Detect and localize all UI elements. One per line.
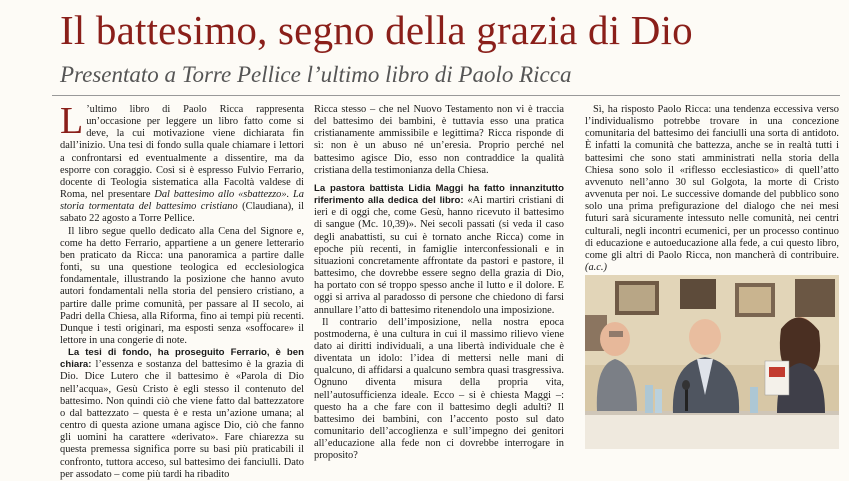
book-title: Dal battesimo allo «sbattezzo». La storia tormentata del battesimo cristiano [60, 189, 304, 213]
paragraph: Ricca stesso – che nel Nuovo Testamento non vi è traccia del battesimo dei bambini, è tuttavia esso una pratica cristianamente ammissibile e legittima? Ricca risponde di sì: non è un abuso né un’eresia. Proprio perché nel battesimo agisce Dio, esso non contraddice la qualità cristiana della testimonianza della Chiesa. [314, 104, 564, 176]
paragraph [314, 183, 564, 317]
paragraph-text: (Claudiana), il sabato 22 agosto a Torre Pellice. [60, 201, 304, 225]
column-1 [60, 100, 304, 481]
paragraph [585, 104, 839, 274]
paragraph-text: «Ai martiri cristiani di ieri e di oggi che, come Gesù, hanno ricevuto il battesimo di sangue (Mc. 10,39)». Nei secoli passati (si veda il caso degli anabattisti, su cui è tornato anche Ricca) come in epoche più recenti, in famiglie interconfessionali e in situazioni concretamente affrontate da pastori e pastore, il battesimo, che dovrebbe essere segno della grazia di Dio, ha portato con sé troppo spesso anche il lutto e il dolore. E oggi si arriva al paradosso di persone che chiedono di farsi annullare l’atto di battesimo ritenendolo una imposizione. [314, 195, 564, 316]
lead-in: La pastora battista Lidia Maggi ha fatto innanzitutto riferimento alla dedica del libro: [314, 182, 564, 207]
divider [52, 95, 840, 96]
paragraph [60, 100, 304, 226]
lead-in: La tesi di fondo, ha proseguito Ferrario, è ben chiara: [60, 347, 304, 371]
paragraph: Il contrario dell’imposizione, nella nostra epoca postmoderna, è una cultura in cui il massimo rilievo viene dato ai diritti individuali, a una libertà individuale che è diventata un idolo: l’idea di mettersi nelle mani di qualcuno, di affidarsi a qualcuno sembra quasi trasgressiva. Ognuno diventa misura della propria vita, nell’autosufficienza ideale. Ecco – si è chiesta Maggi –: questo ha a che fare con il battesimo degli adulti? Il battesimo dei bambini, con l’accento posto sul dato comunitario dell’accoglienza e sull’impegno dei genitori all’educazione alla fede non ci dovrebbe interrogare in proposito? [314, 316, 564, 462]
author-signature: (a.c.) [585, 262, 607, 274]
paragraph-text: Sì, ha risposto Paolo Ricca: una tendenza eccessiva verso l’individualismo potrebbe trovare in una concezione comunitaria del battesimo dei fanciulli una sorta di antidoto. È infatti la comunità che battezza, anche se in realtà tutti i battesimi che sono stati amministrati nella storia della Chiesa sono solo il «riflesso ecclesiastico» di quell’atto avvenuto nell’anno 30 sul Golgota, la morte di Cristo avvenuta per noi. Le successive domande del pubblico sono solo una prima prefigurazione del dialogo che nei mesi futuri sarà sicuramente intessuto nelle comunità, nei centri culturali, negli incontri ecumenici, per un processo continuo di educazione e autoeducazione alla fede, a cui questo libro, come gli altri di Paolo Ricca, non mancherà di contribuire. [585, 104, 839, 261]
event-photo [585, 275, 839, 449]
article-title: Il battesimo, segno della grazia di Dio [60, 7, 693, 53]
paragraph-text: l’essenza e sostanza del battesimo è la grazia di Dio. Dice Lutero che il battesimo è «Parola di Dio nell’acqua», Gesù Cristo è egli stesso il contenuto del battesimo. Non quindi ciò che viene fatto dal battezzatore o dal battezzato – questa è e resta un’azione umana; al centro di questa azione umana agisce Dio, ciò che fanno gli uomini ha carattere «derivato». Fare chiarezza su questa premessa significa porre su basi più praticabili il confronto, tuttora acceso, sul battesimo dei fanciulli. Dato per assodato – come più tardi ha ribadito [60, 359, 304, 480]
photo-illustration [585, 275, 839, 449]
paragraph: Il libro segue quello dedicato alla Cena del Signore e, come ha detto Ferrario, appartiene a un genere letterario ben praticato da Ricca: una panoramica a partire dalle fonti, su una questione teologica ed ecclesiologica fondamentale, illustrando la posizione che hanno avuto autori fondamentali nella storia del pensiero cristiano, a partire dalle prime comunità, per passare al II secolo, ai Padri della Chiesa, alla Riforma, fino ai tempi più recenti. Dunque i testi originari, ma esposti senza «soffocare» il lettore in una congerie di note. [60, 225, 304, 346]
column-3 [585, 104, 839, 274]
column-2 [314, 104, 564, 463]
paragraph-text: ’ultimo libro di Paolo Ricca rappresenta un’occasione per leggere un libro fatto come si deve, la cui motivazione viene dichiarata fin dall’inizio. Una tesi di fondo sulla quale chiamare i lettori a confrontarsi ed eventualmente a dissentire, ma da esporre con coraggio. Così si è espresso Fulvio Ferrario, docente di Teologia sistematica alla Facoltà valdese di Roma, nel presentare [60, 104, 304, 201]
article-subtitle: Presentato a Torre Pellice l’ultimo libro di Paolo Ricca [60, 62, 572, 87]
drop-cap: L [60, 100, 84, 142]
paragraph [60, 347, 304, 481]
